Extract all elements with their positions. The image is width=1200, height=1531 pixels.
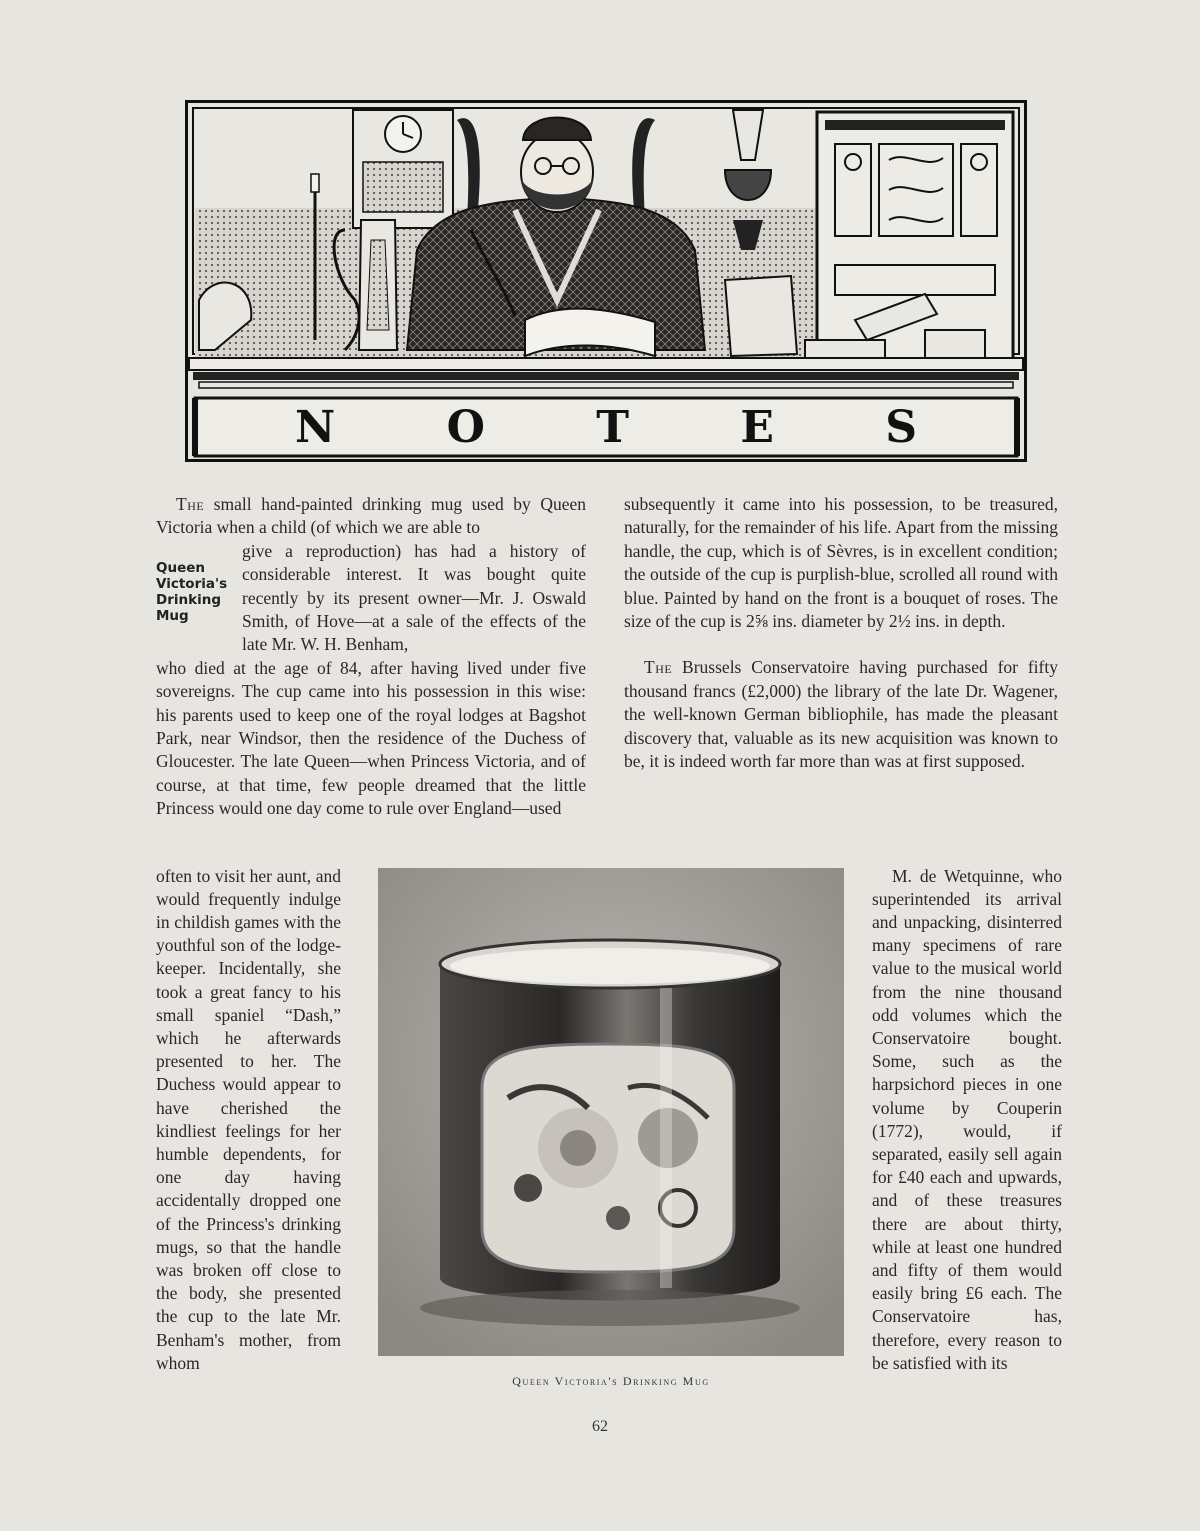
para2-opening-word: The: [644, 657, 673, 678]
right-paragraph-2: [624, 656, 1058, 773]
opening-word: The: [176, 494, 205, 514]
photo-caption: Queen Victoria's Drinking Mug: [512, 1374, 710, 1388]
opening-lines: small hand-painted drinking mug used by Queen Victoria when a child (of which we are able to: [156, 494, 586, 538]
right-paragraph-1: subsequently it came into his possession, to be treasured, naturally, for the remainder of his life. Apart from the missing handle, the cup, which is of Sèvres, is in excellent condition; the outside of the cup is purplish-blue, scrolled all round with blue. Painted by hand on the front is a bouquet of roses. The size of the cup is 2⅝ ins. diameter by 2½ ins. in depth.: [624, 494, 1058, 632]
opening-paragraph: [156, 493, 586, 540]
notes-title: [195, 398, 1017, 456]
para2-text: Brussels Conservatoire having purchased for fifty thousand francs (£2,000) the library of the late Dr. Wagener, the well-known German bibliophile, has made the pleasant discovery that, valuable as its new acquisition was known to be, it is indeed worth far more than was at first supposed.: [624, 657, 1058, 772]
notes-title-letter-n: N: [295, 401, 336, 453]
page-number: 62: [592, 1418, 608, 1435]
notes-title-letter-e: E: [740, 401, 774, 453]
continued-text: who died at the age of 84, after having lived under five sovereigns. The cup came into his possession in this wise: his parents used to keep one of the royal lodges at Bagshot Park, near Windsor, then the residence of the Duchess of Gloucester. The late Queen—when Princess Victoria, and of course, at that time, few people dreamed that the little Princess would one day come to rule over England—used: [156, 657, 586, 819]
side-note-heading: Queen Victoria's Drinking Mug: [156, 559, 228, 624]
notes-title-letter-s: S: [885, 401, 917, 453]
right-narrow-text: M. de Wetquinne, who superintended its arrival and unpacking, disinterred many specimens of rare value to the musical world from the nine thousand odd volumes which the Conservatoire bought. Some, such as the harpsichord pieces in one volume by Couperin (1772), would, if separated, easily sell again for £40 each and upwards, and of these treasures there are about thirty, while at least one hundred and fifty of them would easily bring £6 each. The Conservatoire has, therefore, every reason to be satisfied with its: [872, 865, 1062, 1373]
notes-title-letter-t: T: [596, 401, 629, 453]
left-narrow-text: often to visit her aunt, and would frequently indulge in childish games with the youthful son of the lodge-keeper. Incidentally, she took a great fancy to his small spaniel “Dash,” which he afterwards presented to her. The Duchess would appear to have cherished the kindliest feelings for her humble dependents, for one day having accidentally dropped one of the Princess's drinking mugs, so that the handle was broken off close to the body, she presented the cup to the late Mr. Benham's mother, from whom: [156, 865, 341, 1373]
right-column-top: [624, 493, 1058, 773]
side-note-wrap: [156, 540, 586, 657]
notes-title-letter-o: O: [446, 401, 485, 453]
left-column-top: [156, 493, 586, 821]
drinking-mug-photo: [378, 868, 844, 1356]
wrapped-text: give a reproduction) has had a history of considerable interest. It was bought quite recently by its present owner—Mr. J. Oswald Smith, of Hove—at a sale of the effects of the late Mr. W. H. Benham,: [242, 540, 586, 655]
